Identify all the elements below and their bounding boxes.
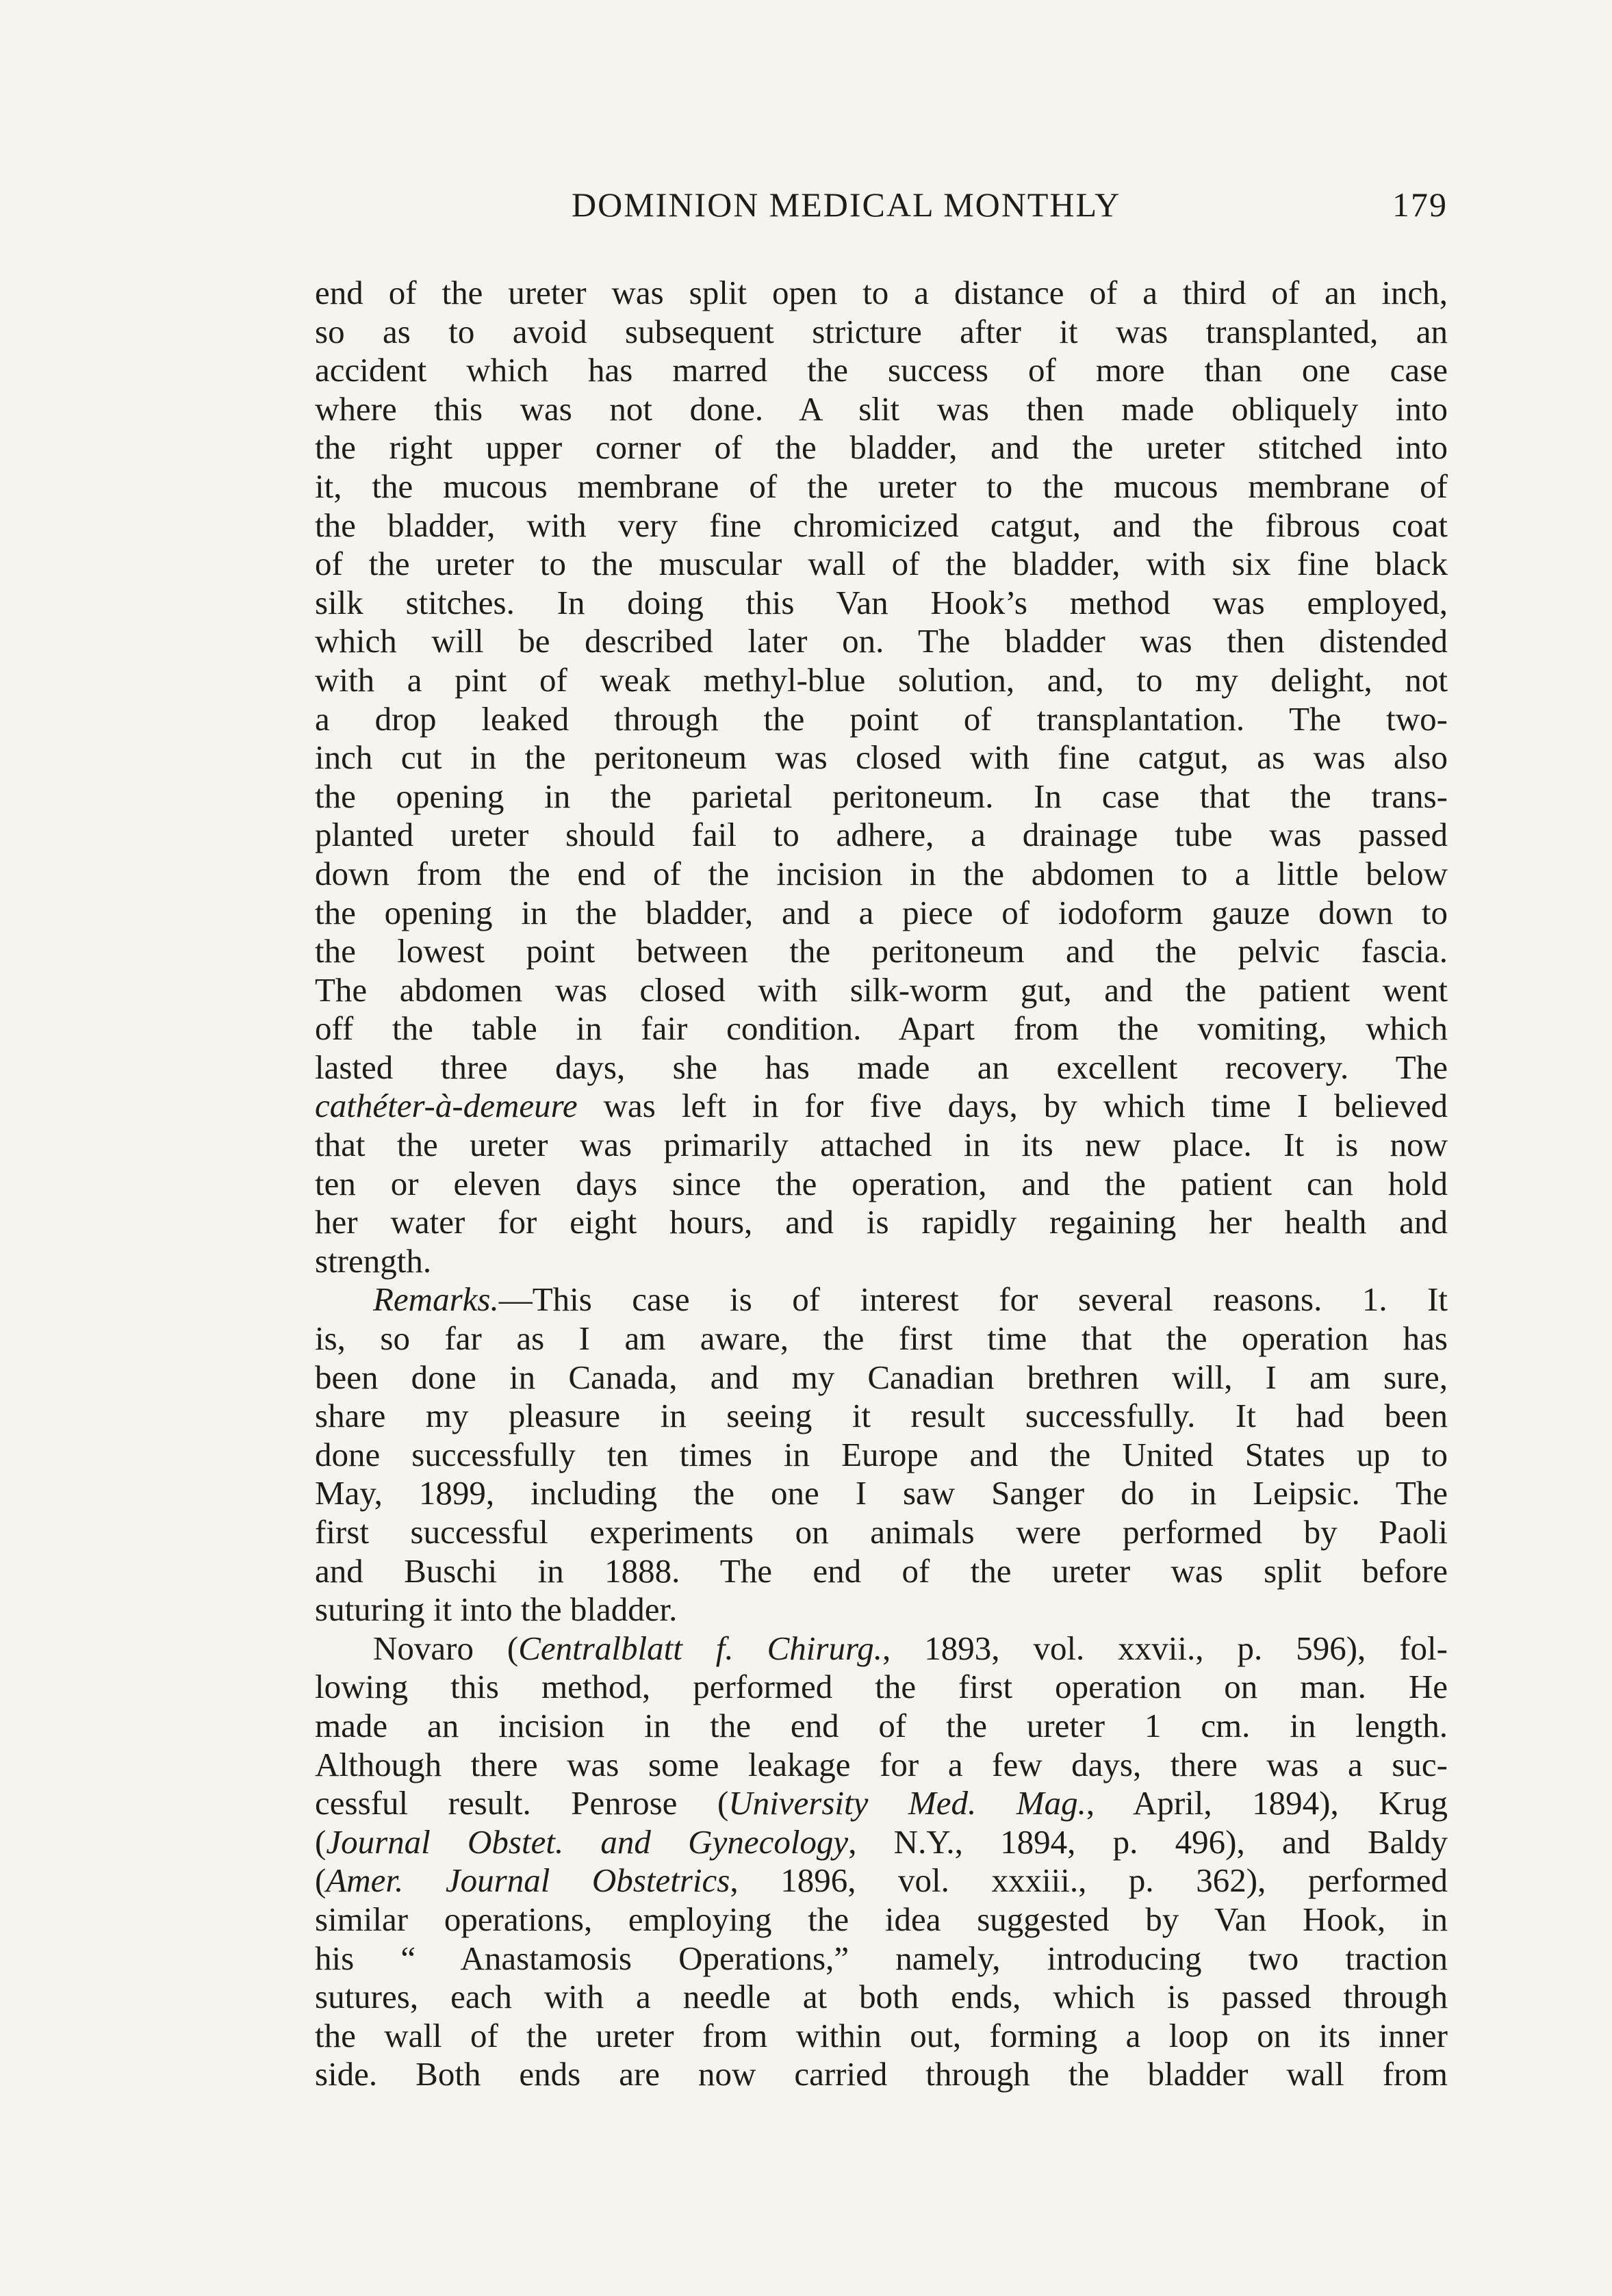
text-line — [315, 1319, 1448, 1358]
text-segment: —This case is of interest for several reasons. 1. It — [498, 1280, 1448, 1319]
text-segment: May, 1899, including the one I saw Sanger do in Leipsic. The — [315, 1474, 1448, 1512]
text-segment: , April, 1894), Krug — [1086, 1784, 1448, 1822]
text-line — [315, 971, 1448, 1010]
text-line — [315, 1358, 1448, 1397]
italic-text: University Med. Mag. — [728, 1784, 1086, 1822]
text-line — [315, 1126, 1448, 1165]
text-segment: , 1893, vol. xxvii., p. 596), fol- — [882, 1629, 1448, 1667]
text-line — [315, 467, 1448, 506]
text-segment: end of the ureter was split open to a distance of a third of an inch, — [315, 274, 1448, 311]
text-segment: lowing this method, performed the first operation on man. He — [315, 1668, 1448, 1706]
text-line — [315, 661, 1448, 700]
text-line — [315, 313, 1448, 352]
text-line — [315, 1784, 1448, 1823]
text-segment: of the ureter to the muscular wall of the bladder, with six fine black — [315, 545, 1448, 583]
text-segment: , 1896, vol. xxxiii., p. 362), performed — [730, 1861, 1448, 1900]
text-line — [315, 1165, 1448, 1204]
italic-text: Remarks. — [373, 1280, 499, 1319]
text-segment: suturing it into the bladder. — [315, 1590, 678, 1629]
italic-text: Centralblatt f. Chirurg. — [518, 1629, 882, 1667]
text-line — [315, 1009, 1448, 1048]
text-segment: a drop leaked through the point of transplantation. The two- — [315, 699, 1448, 738]
text-line — [315, 2055, 1448, 2094]
text-segment: silk stitches. In doing this Van Hook’s method was employed, — [315, 583, 1448, 621]
text-line — [315, 545, 1448, 584]
text-segment: the lowest point between the peritoneum and the pelvic fascia. — [315, 932, 1448, 970]
text-segment: the opening in the bladder, and a piece of iodoform gauze down to — [315, 893, 1448, 931]
text-line — [315, 700, 1448, 739]
text-segment: her water for eight hours, and is rapidly regaining her health and — [315, 1203, 1448, 1241]
text-segment: ( — [315, 1822, 327, 1861]
text-line — [315, 1707, 1448, 1746]
text-segment: the wall of the ureter from within out, forming a loop on its inner — [315, 2016, 1448, 2054]
text-segment: ten or eleven days since the operation, and the patient can hold — [315, 1164, 1448, 1202]
text-segment: the bladder, with very fine chromicized catgut, and the fibrous coat — [315, 506, 1448, 544]
text-segment: planted ureter should fail to adhere, a drainage tube was passed — [315, 816, 1448, 854]
text-line — [315, 1203, 1448, 1242]
italic-text: Amer. Journal Obstetrics — [326, 1861, 730, 1900]
text-line — [315, 738, 1448, 777]
text-segment: first successful experiments on animals were performed by Paoli — [315, 1513, 1448, 1551]
text-segment: down from the end of the incision in the abdomen to a little below — [315, 854, 1448, 892]
text-segment: accident which has marred the success of more than one case — [315, 351, 1448, 389]
text-line — [315, 1280, 1448, 1319]
page-number: 179 — [1392, 185, 1448, 224]
journal-title: DOMINION MEDICAL MONTHLY — [572, 185, 1121, 224]
text-line — [315, 1474, 1448, 1513]
text-line — [315, 1939, 1448, 1978]
text-segment: share my pleasure in seeing it result successfully. It had been — [315, 1397, 1448, 1435]
text-line — [315, 390, 1448, 429]
text-segment: it, the mucous membrane of the ureter to the mucous membrane of — [315, 467, 1448, 505]
text-line — [315, 1823, 1448, 1862]
text-line — [315, 274, 1448, 313]
text-line — [315, 894, 1448, 933]
text-line — [315, 932, 1448, 971]
text-segment: similar operations, employing the idea suggested by Van Hook, in — [315, 1900, 1448, 1938]
text-line — [315, 777, 1448, 816]
text-line — [315, 1513, 1448, 1552]
text-segment: Although there was some leakage for a few days, there was a suc- — [315, 1745, 1448, 1783]
text-segment: the right upper corner of the bladder, and the ureter stitched into — [315, 428, 1448, 467]
text-segment: The abdomen was closed with silk-worm gut, and the patient went — [315, 970, 1448, 1009]
text-segment: cessful result. Penrose ( — [315, 1784, 729, 1822]
text-line — [315, 1861, 1448, 1900]
text-line — [315, 584, 1448, 623]
text-segment: the opening in the parietal peritoneum. In case that the trans- — [315, 777, 1448, 815]
text-line — [315, 1900, 1448, 1939]
text-line — [315, 622, 1448, 661]
text-line — [315, 1668, 1448, 1707]
text-line — [315, 351, 1448, 390]
italic-text: cathéter-à-demeure — [315, 1087, 578, 1125]
text-line — [315, 816, 1448, 855]
text-line — [315, 1242, 1448, 1281]
italic-text: Journal Obstet. and Gynecology — [326, 1822, 849, 1861]
text-segment: inch cut in the peritoneum was closed with fine catgut, as was also — [315, 738, 1448, 777]
text-line — [315, 1746, 1448, 1785]
text-line — [315, 1552, 1448, 1591]
text-line — [315, 1048, 1448, 1087]
text-segment: that the ureter was primarily attached in its new place. It is now — [315, 1126, 1448, 1164]
text-segment: lasted three days, she has made an excellent recovery. The — [315, 1048, 1448, 1086]
text-segment: ( — [315, 1861, 327, 1900]
text-line — [315, 2017, 1448, 2056]
text-line — [315, 1629, 1448, 1668]
text-line — [315, 1436, 1448, 1475]
body-text — [315, 274, 1448, 2094]
text-segment: which will be described later on. The bladder was then distended — [315, 622, 1448, 660]
text-line — [315, 1978, 1448, 2017]
text-line — [315, 1397, 1448, 1436]
text-segment: Novaro ( — [373, 1629, 519, 1667]
running-head — [315, 185, 1448, 240]
text-segment: was left in for five days, by which time I believed — [577, 1087, 1448, 1125]
text-line — [315, 1590, 1448, 1629]
text-segment: done successfully ten times in Europe and the United States up to — [315, 1435, 1448, 1473]
text-segment: is, so far as I am aware, the first time that the operation has — [315, 1319, 1448, 1358]
text-segment: off the table in fair condition. Apart from the vomiting, which — [315, 1009, 1448, 1048]
text-segment: sutures, each with a needle at both ends, which is passed through — [315, 1978, 1448, 2016]
text-segment: where this was not done. A slit was then made obliquely into — [315, 389, 1448, 428]
text-segment: so as to avoid subsequent stricture after it was transplanted, an — [315, 312, 1448, 350]
text-line — [315, 428, 1448, 467]
text-line — [315, 855, 1448, 894]
text-line — [315, 1087, 1448, 1126]
text-segment: with a pint of weak methyl-blue solution, and, to my delight, not — [315, 660, 1448, 699]
text-segment: , N.Y., 1894, p. 496), and Baldy — [848, 1822, 1448, 1861]
text-segment: been done in Canada, and my Canadian brethren will, I am sure, — [315, 1358, 1448, 1396]
text-segment: made an incision in the end of the ureter 1 cm. in length. — [315, 1706, 1448, 1744]
text-segment: strength. — [315, 1241, 432, 1280]
text-segment: side. Both ends are now carried through the bladder wall from — [315, 2055, 1448, 2093]
text-line — [315, 506, 1448, 545]
text-segment: and Buschi in 1888. The end of the ureter was split before — [315, 1551, 1448, 1590]
text-segment: his “ Anastamosis Operations,” namely, introducing two traction — [315, 1939, 1448, 1977]
